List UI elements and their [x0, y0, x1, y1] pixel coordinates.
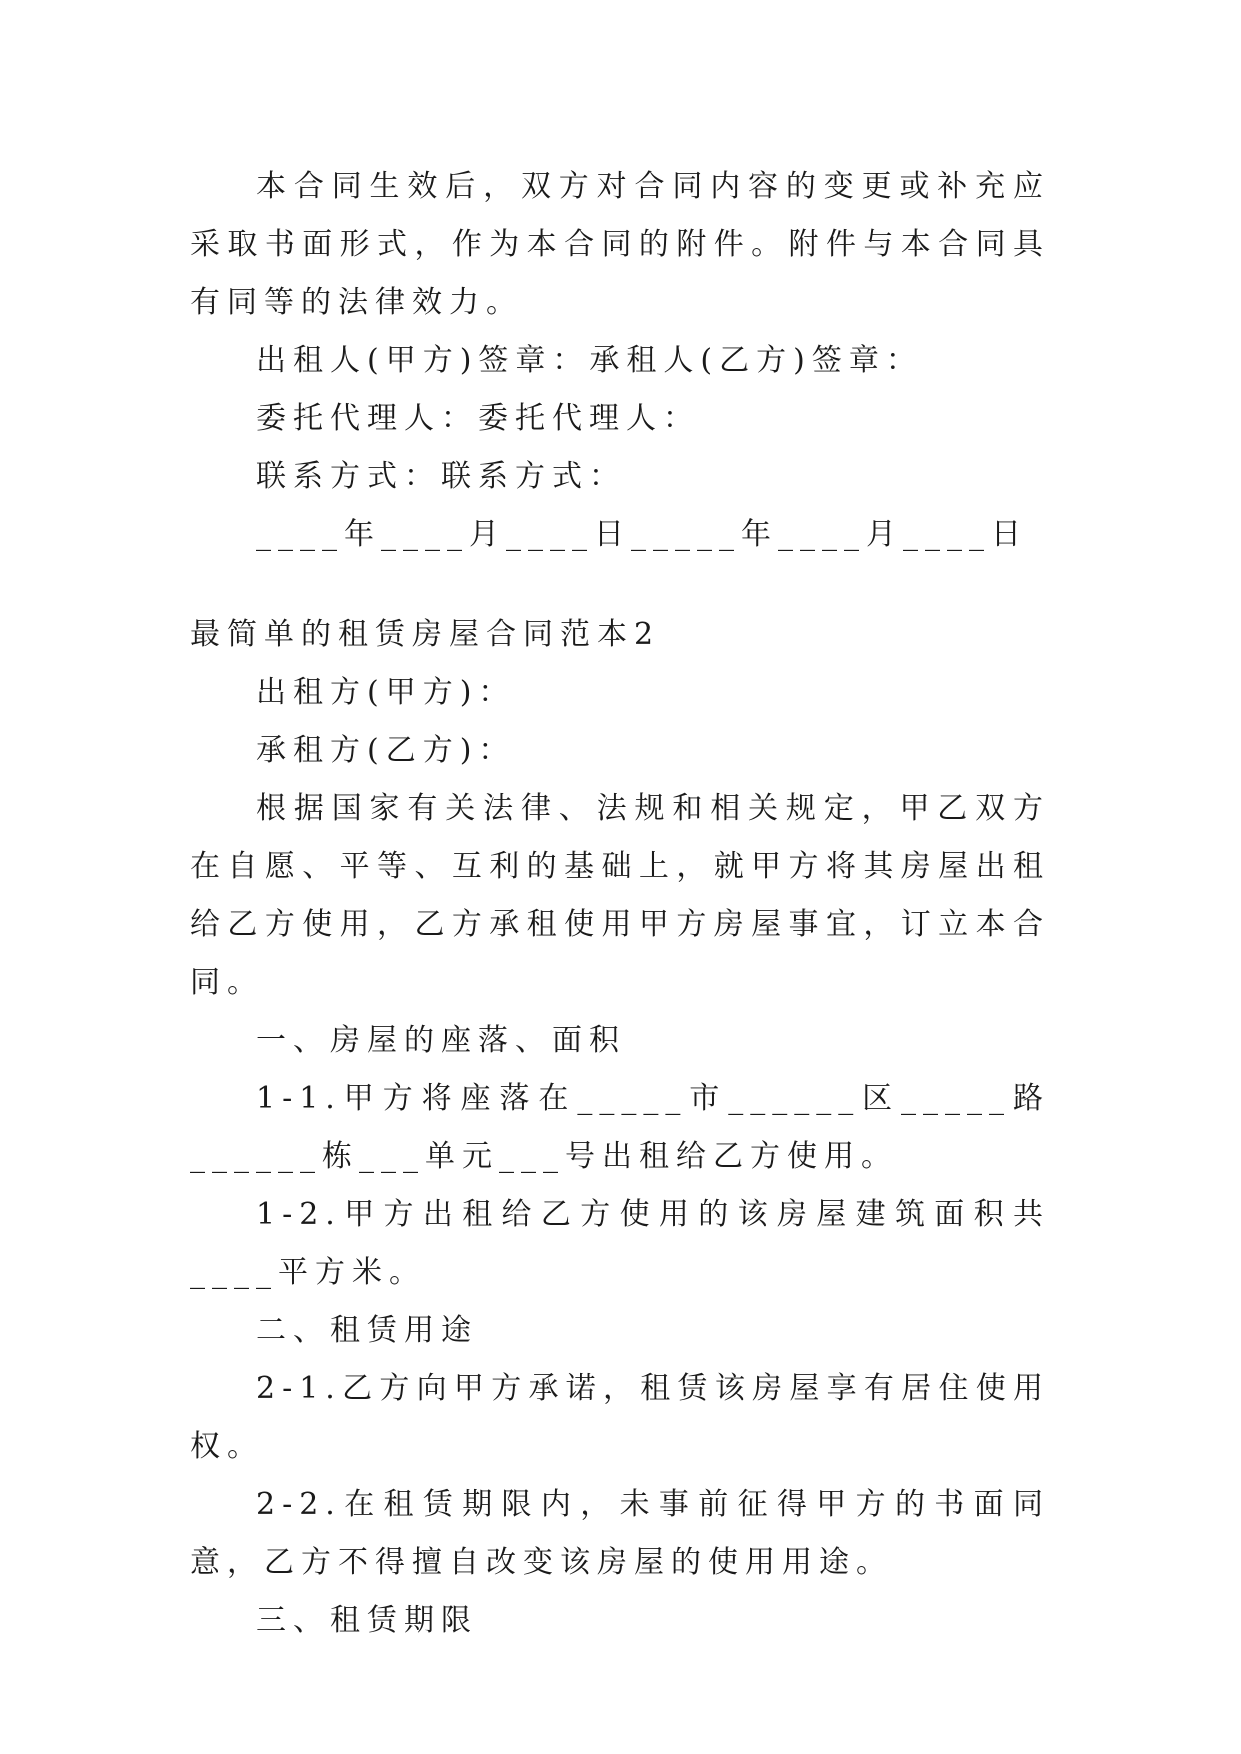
paragraph-preamble: 根据国家有关法律、法规和相关规定，甲乙双方在自愿、平等、互利的基础上，就甲方将其房屋出租给乙方使用，乙方承租使用甲方房屋事宜，订立本合同。: [190, 791, 1050, 1000]
clause-2-1: 2-1.乙方向甲方承诺，租赁该房屋享有居住使用权。: [190, 1371, 1050, 1464]
paragraph-contact: 联系方式：联系方式：: [256, 459, 626, 494]
paragraph-amendment-clause: 本合同生效后，双方对合同内容的变更或补充应采取书面形式，作为本合同的附件。附件与本合同具有同等的法律效力。: [190, 169, 1050, 320]
document-body: [190, 158, 1050, 1650]
clause-2-2: 2-2.在租赁期限内，未事前征得甲方的书面同意，乙方不得擅自改变该房屋的使用用途。: [190, 1487, 1050, 1580]
clause-1-1: 1-1.甲方将座落在_____市______区_____路______栋___单元___号出租给乙方使用。: [190, 1081, 1050, 1174]
heading-location-area: 一、房屋的座落、面积: [256, 1023, 626, 1058]
paragraph-dates: ____年____月____日_____年____月____日: [256, 517, 1028, 552]
clause-1-2: 1-2.甲方出租给乙方使用的该房屋建筑面积共____平方米。: [190, 1197, 1050, 1290]
paragraph-agents: 委托代理人：委托代理人：: [256, 401, 700, 436]
heading-lease-purpose: 二、租赁用途: [256, 1313, 478, 1348]
paragraph-lessor-lessee-signature: 出租人(甲方)签章：承租人(乙方)签章：: [256, 343, 923, 378]
paragraph-lessee: 承租方(乙方)：: [256, 733, 516, 768]
paragraph-lessor: 出租方(甲方)：: [256, 675, 516, 710]
section-title: 最简单的租赁房屋合同范本2: [190, 617, 661, 652]
heading-lease-term: 三、租赁期限: [256, 1603, 478, 1638]
